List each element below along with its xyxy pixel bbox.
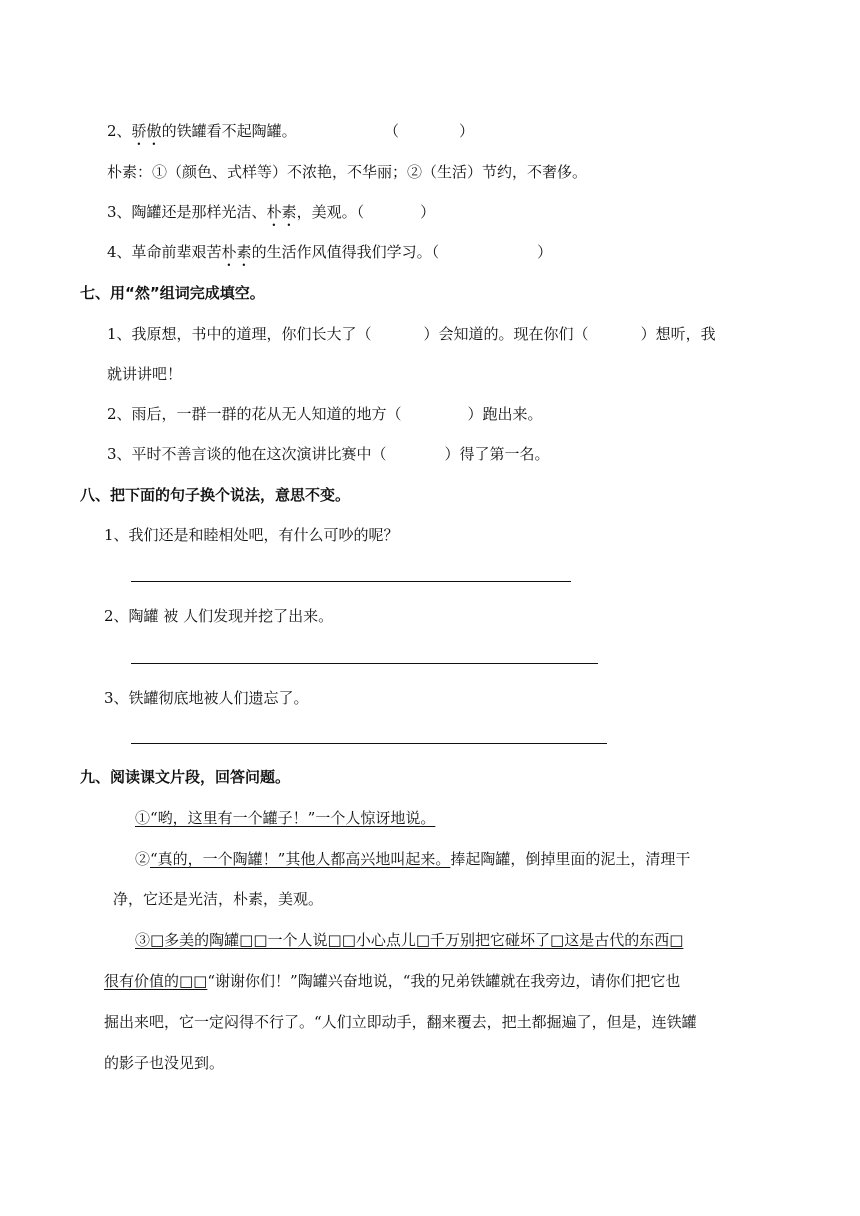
passage-para-3-line4: 的影子也没见到。 — [104, 1054, 225, 1072]
question-8-2: 2、陶罐 被 人们发现并挖了出来。 — [104, 607, 334, 625]
answer-line-8-2[interactable] — [131, 663, 598, 664]
passage-para-1-text: ①“哟，这里有一个罐子！”一个人惊讶地说。 — [135, 809, 436, 827]
q6-4-prefix: 4、革命前辈艰苦 — [107, 243, 222, 261]
question-7-1-line1: 1、我原想，书中的道理，你们长大了（ ）会知道的。现在你们（ ）想听，我 — [107, 325, 716, 343]
q6-2-answer-blank[interactable]: （ ） — [384, 122, 475, 140]
q6-3-text: ，美观。（ ） — [296, 203, 436, 221]
q6-2-dotted-word: 骄傲 — [131, 122, 162, 140]
definition-pusu: 朴素：①（颜色、式样等）不浓艳，不华丽；②（生活）节约，不奢侈。 — [107, 163, 588, 181]
q6-2-prefix: 2、 — [107, 122, 132, 140]
question-7-3: 3、平时不善言谈的他在这次演讲比赛中（ ）得了第一名。 — [107, 445, 550, 463]
question-7-2: 2、雨后，一群一群的花从无人知道的地方（ ）跑出来。 — [107, 405, 543, 423]
passage-para-3-line2 — [104, 971, 680, 991]
q6-2-text: 的铁罐看不起陶罐。 — [161, 122, 297, 140]
q6-3-prefix: 3、陶罐还是那样光洁、 — [107, 203, 267, 221]
answer-line-8-1[interactable] — [131, 581, 571, 582]
question-6-4 — [107, 242, 552, 270]
passage-para-2-underlined: “真的，一个陶罐！”其他人都高兴地叫起来。 — [150, 850, 451, 868]
question-7-1-line2: 就讲讲吧！ — [107, 365, 183, 383]
passage-para-2-rest: 捧起陶罐，倒掉里面的泥土，清理干 — [450, 850, 691, 868]
q6-4-dotted-word: 朴素 — [221, 243, 252, 261]
question-6-3 — [107, 202, 435, 230]
question-8-3: 3、铁罐彻底地被人们遗忘了。 — [104, 689, 309, 707]
question-8-1: 1、我们还是和睦相处吧，有什么可吵的呢？ — [104, 526, 399, 544]
q6-4-text: 的生活作风值得我们学习。（ ） — [251, 243, 553, 261]
q6-3-dotted-word: 朴素 — [266, 203, 297, 221]
passage-para-3-rest: “谢谢你们！”陶罐兴奋地说，“我的兄弟铁罐就在我旁边，请你们把它也 — [207, 972, 681, 990]
passage-para-3-line1 — [135, 930, 683, 950]
passage-para-3-line3: 掘出来吧，它一定闷得不行了。“人们立即动手，翻来覆去，把土都掘遍了，但是，连铁罐 — [104, 1013, 697, 1031]
passage-para-2-line1 — [135, 849, 690, 869]
answer-line-8-3[interactable] — [131, 743, 607, 744]
section-7-heading: 七、用“然”组词完成填空。 — [80, 284, 265, 302]
passage-para-3-underlined-1: ③□多美的陶罐□□一个人说□□小心点儿□千万别把它碰坏了□这是古代的东西□ — [135, 931, 684, 949]
passage-para-1 — [135, 808, 435, 828]
passage-para-2-num: ② — [135, 850, 151, 868]
question-6-2 — [107, 121, 297, 149]
passage-para-2-line2: 净，它还是光洁，朴素，美观。 — [113, 890, 324, 908]
section-9-heading: 九、阅读课文片段，回答问题。 — [80, 768, 291, 786]
section-8-heading: 八、把下面的句子换个说法，意思不变。 — [80, 486, 351, 504]
passage-para-3-underlined-2: 很有价值的□□ — [104, 972, 208, 990]
